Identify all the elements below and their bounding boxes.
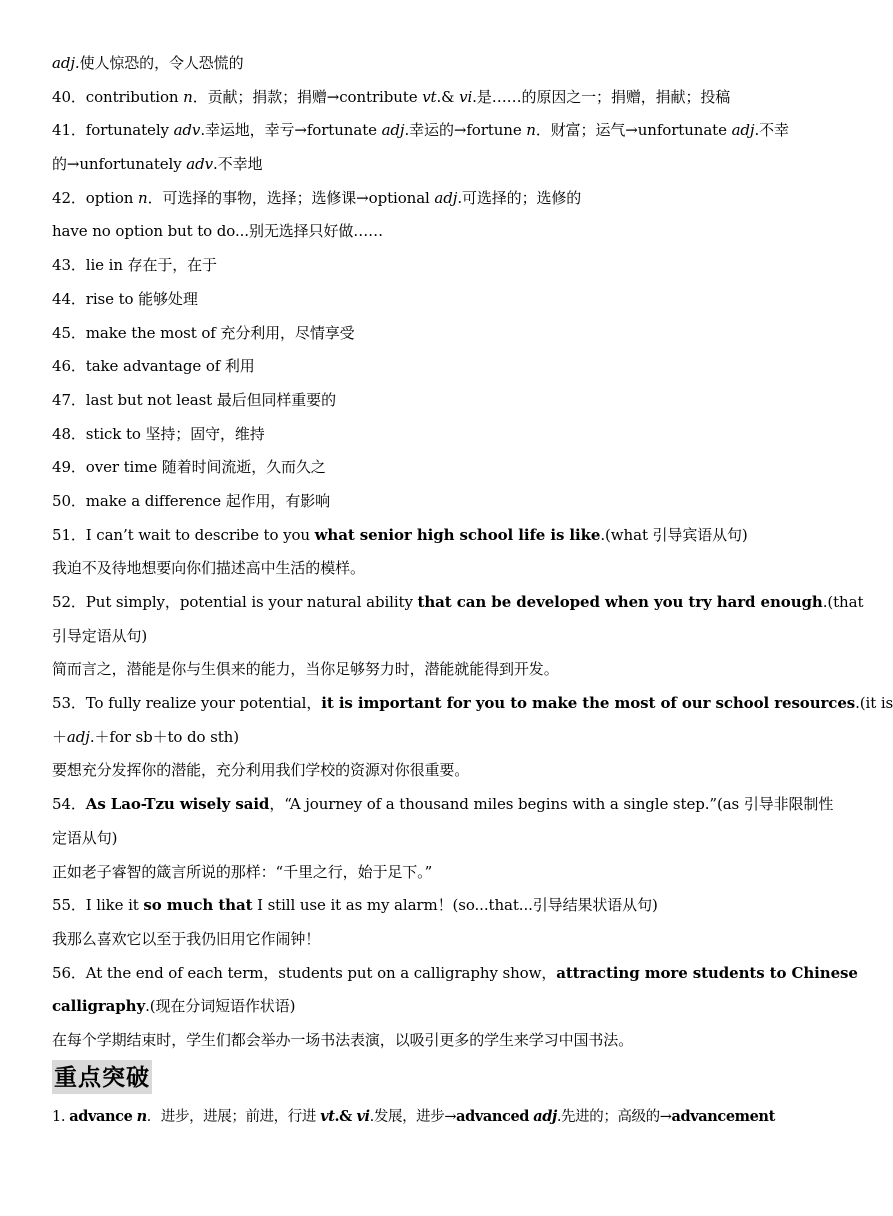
text-run: ，“A journey of a thousand miles begins with a single step.”(as 引导非限制性	[269, 795, 834, 814]
text-run: 引导定语从句)	[52, 626, 148, 645]
text-line	[52, 451, 812, 485]
text-line	[52, 350, 812, 384]
text-run: 的→unfortunately	[52, 155, 187, 174]
text-run: 43．lie in 存在于，在于	[52, 256, 217, 275]
text-run: 48．stick to 坚持；固守，维持	[52, 424, 265, 443]
text-run: .发展，进步→	[369, 1108, 457, 1125]
text-run: n	[136, 1107, 147, 1125]
text-line	[52, 653, 812, 687]
text-run: .(现在分词短语作状语)	[145, 997, 296, 1016]
text-line	[52, 957, 858, 991]
text-run: .(it is	[855, 694, 893, 713]
text-run: .先进的；高级的→	[556, 1108, 672, 1125]
text-run: ．财富；运气→unfortunate	[535, 121, 732, 140]
text-run: .&	[436, 87, 460, 106]
text-run: 41．fortunately	[52, 121, 174, 140]
text-run: .＋for sb＋to do sth)	[89, 727, 239, 746]
text-run: 定语从句)	[52, 828, 118, 847]
text-run: adj	[533, 1107, 557, 1125]
text-run: adj	[434, 188, 458, 207]
text-run: adv	[186, 155, 214, 174]
text-run: n	[138, 188, 148, 207]
text-run: 56．At the end of each term，students put on a calligraphy show，	[52, 963, 557, 982]
text-run: 44．rise to 能够处理	[52, 289, 198, 308]
text-run: n	[526, 121, 536, 140]
text-run: 46．take advantage of 利用	[52, 357, 255, 376]
text-run: 40．contribution	[52, 87, 184, 106]
text-run: .&	[334, 1107, 357, 1125]
text-run: so much that	[143, 896, 253, 915]
text-run: that can be developed when you try hard enough	[417, 593, 823, 611]
text-line	[52, 215, 812, 249]
text-run: vi	[356, 1107, 370, 1125]
text-line	[52, 114, 812, 148]
text-line	[52, 418, 812, 452]
text-run: advanced	[456, 1107, 530, 1125]
text-line	[52, 384, 812, 418]
text-line	[52, 822, 812, 856]
text-line	[52, 182, 812, 216]
text-run: 1.	[52, 1108, 70, 1125]
text-run: ．可选择的事物，选择；选修课→optional	[147, 188, 435, 207]
text-run: ．进步，进展；前进，行进	[146, 1108, 321, 1125]
text-line	[52, 148, 812, 182]
text-run: ＋	[52, 727, 67, 746]
text-run: 54．	[52, 795, 86, 814]
text-line	[52, 586, 864, 620]
text-line	[52, 687, 893, 721]
text-run	[137, 1108, 147, 1125]
text-run: it is important for you to make the most of our school resources	[321, 694, 856, 713]
text-line	[52, 620, 812, 654]
text-line	[52, 552, 812, 586]
text-run: 我那么喜欢它以至于我仍旧用它作闹钟！	[52, 929, 321, 948]
text-run: 简而言之，潜能是你与生俱来的能力，当你足够努力时，潜能就能得到开发。	[52, 660, 559, 679]
text-line	[52, 754, 812, 788]
text-run: 在每个学期结束时，学生们都会举办一场书法表演，以吸引更多的学生来学习中国书法。	[52, 1030, 634, 1049]
text-run: 53．To fully realize your potential，	[52, 694, 322, 713]
text-line	[52, 81, 812, 115]
text-line	[52, 856, 812, 890]
text-run: adj	[381, 121, 405, 140]
text-run	[533, 1108, 557, 1125]
text-run: 51．I can’t wait to describe to you	[52, 525, 315, 544]
text-line	[52, 923, 812, 957]
text-run: I still use it as my alarm！(so...that...引导结果状语从句)	[252, 896, 658, 915]
document-page	[52, 47, 893, 1133]
text-run: adj.	[52, 54, 80, 72]
text-run: what senior high school life is like	[314, 525, 601, 544]
section-heading-box	[52, 1058, 812, 1100]
text-run: adj	[66, 727, 90, 746]
text-line	[52, 1024, 812, 1058]
text-run: advancement	[671, 1107, 775, 1125]
text-run	[320, 1108, 334, 1125]
text-run	[357, 1108, 370, 1125]
text-run: n	[183, 87, 193, 106]
text-run: attracting more students to Chinese	[556, 963, 858, 982]
text-line	[52, 485, 812, 519]
text-line	[52, 249, 812, 283]
text-run: ．贡献；捐款；捐赠→contribute	[192, 87, 423, 106]
text-run: 52．Put simply，potential is your natural ability	[52, 593, 418, 611]
text-run: 使人惊恐的，令人恐慌的	[79, 54, 244, 72]
text-run: .是……的原因之一；捐赠，捐献；投稿	[472, 87, 731, 106]
text-run: vt	[320, 1107, 335, 1125]
section-heading: 重点突破	[52, 1060, 152, 1094]
text-run: .幸运的→fortune	[404, 121, 527, 140]
text-run: 55．I like it	[52, 896, 144, 915]
text-line	[52, 283, 812, 317]
text-run: 49．over time 随着时间流逝，久而久之	[52, 458, 326, 477]
text-run: 45．make the most of 充分利用，尽情享受	[52, 323, 355, 342]
text-run: vi	[459, 87, 473, 106]
text-run: .(what 引导宾语从句)	[600, 525, 748, 544]
text-run: .幸运地，幸亏→fortunate	[200, 121, 382, 140]
text-run: calligraphy	[52, 997, 146, 1016]
text-line	[52, 889, 812, 923]
text-run: adv	[173, 121, 201, 140]
text-run: .不幸地	[213, 155, 263, 174]
text-run: 要想充分发挥你的潜能，充分利用我们学校的资源对你很重要。	[52, 761, 470, 780]
text-run: .(that	[822, 593, 864, 611]
text-line	[52, 317, 812, 351]
text-run: 正如老子睿智的箴言所说的那样：“千里之行，始于足下。”	[52, 862, 433, 881]
text-run: 42．option	[52, 188, 139, 207]
text-run: 50．make a difference 起作用，有影响	[52, 491, 331, 510]
text-run: As Lao-Tzu wisely said	[85, 795, 270, 814]
text-run: .可选择的；选修的	[457, 188, 582, 207]
text-run: .不幸	[754, 121, 789, 140]
text-run: advance	[69, 1107, 133, 1125]
text-run: 47．last but not least 最后但同样重要的	[52, 390, 336, 409]
vocabulary-list	[52, 47, 893, 1058]
text-line	[52, 721, 812, 755]
text-line	[52, 990, 812, 1024]
text-line	[52, 788, 834, 822]
key-point-line	[52, 1100, 812, 1134]
text-run: adj	[731, 121, 755, 140]
text-line	[52, 519, 812, 553]
text-run: have no option but to do...别无选择只好做……	[52, 222, 384, 241]
text-run: 我迫不及待地想要向你们描述高中生活的模样。	[52, 559, 365, 578]
text-line	[52, 47, 812, 81]
text-run: vt	[422, 87, 437, 106]
